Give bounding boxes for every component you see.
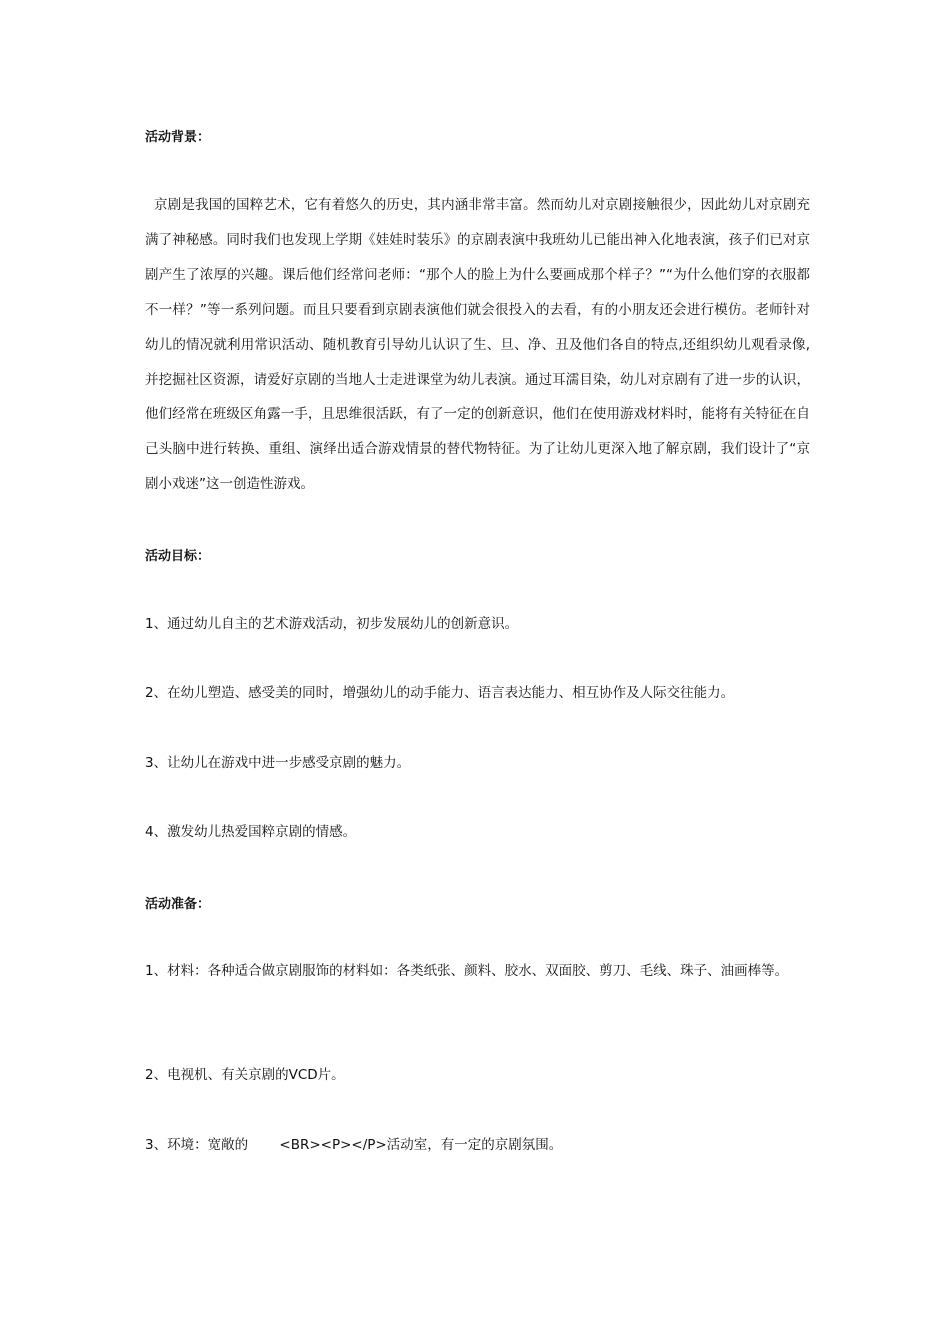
preparation-heading: 活动准备： [145, 897, 211, 912]
background-paragraph: 京剧是我国的国粹艺术，它有着悠久的历史，其内涵非常丰富。然而幼儿对京剧接触很少，因此幼儿对京剧充满了神秘感。同时我们也发现上学期《娃娃时装乐》的京剧表演中我班幼儿已能出神入化地表演，孩子们已对京剧产生了浓厚的兴趣。课后他们经常问老师：“那个人的脸上为什么要画成那个样子？”“为什么他们穿的衣服都不一样？”等一系列问题。而且只要看到京剧表演他们就会很投入的去看，有的小朋友还会进行模仿。老师针对幼儿的情况就利用常识活动、随机教育引导幼儿认识了生、旦、净、丑及他们各自的特点,还组织幼儿观看录像,并挖掘社区资源，请爱好京剧的当地人士走进课堂为幼儿表演。通过耳濡目染，幼儿对京剧有了进一步的认识，他们经常在班级区角露一手，且思维很活跃，有了一定的创新意识，他们在使用游戏材料时，能将有关特征在自己头脑中进行转换、重组、演绎出适合游戏情景的替代物特征。为了让幼儿更深入地了解京剧，我们设计了“京剧小戏迷”这一创造性游戏。 [145, 197, 810, 493]
goal-item-3: 3、让幼儿在游戏中进一步感受京剧的魅力。 [145, 755, 411, 771]
goal-item-2: 2、在幼儿塑造、感受美的同时，增强幼儿的动手能力、语言表达能力、相互协作及人际交往能力。 [145, 685, 735, 701]
preparation-item-1: 1、材料：各种适合做京剧服饰的材料如：各类纸张、颜料、胶水、双面胶、剪刀、毛线、珠子、油画棒等。 [145, 963, 789, 979]
background-heading: 活动背景： [145, 130, 211, 145]
goal-item-1: 1、通过幼儿自主的艺术游戏活动，初步发展幼儿的创新意识。 [145, 616, 519, 632]
preparation-item-3: 3、环境：宽敞的 <BR><P></P>活动室，有一定的京剧氛围。 [145, 1137, 563, 1153]
goals-heading: 活动目标： [145, 549, 211, 564]
goal-item-4: 4、激发幼儿热爱国粹京剧的情感。 [145, 824, 357, 840]
preparation-item-2: 2、电视机、有关京剧的VCD片。 [145, 1067, 345, 1083]
